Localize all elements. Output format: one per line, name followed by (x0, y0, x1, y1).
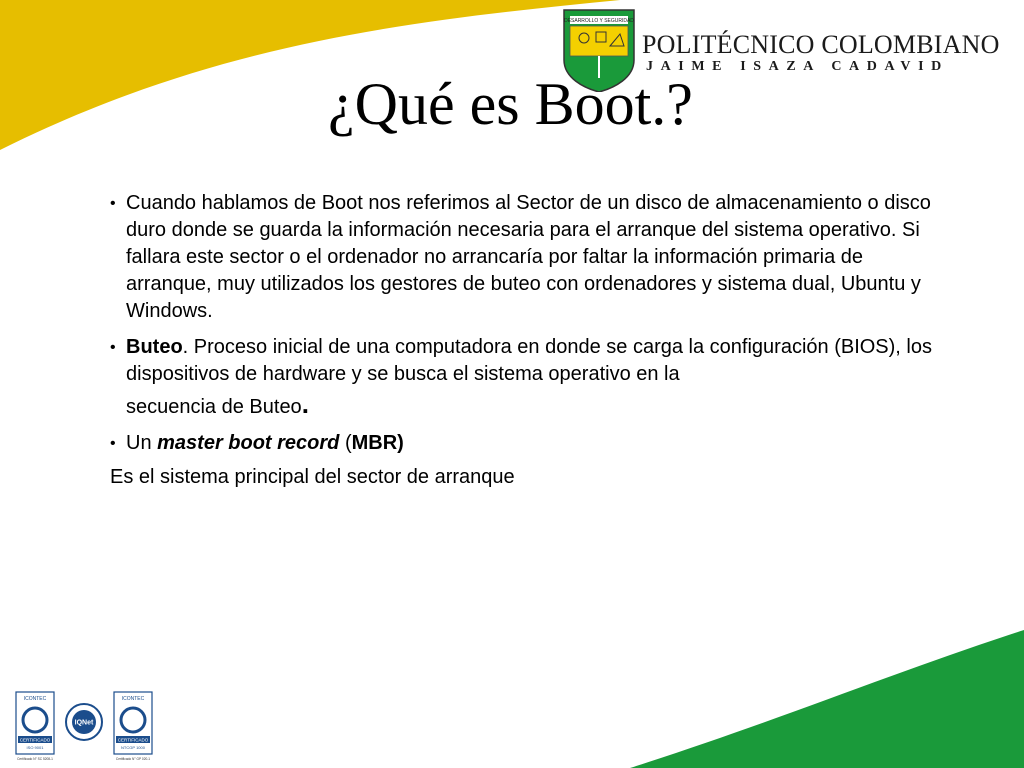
bullet-dot: • (110, 195, 116, 212)
seal-text: DESARROLLO Y SEGURIDAD (564, 18, 634, 24)
badge-label: ICONTEC (23, 696, 47, 702)
bullet-tail: secuencia de Buteo (126, 396, 302, 418)
bullet-text-mid: ( (339, 432, 352, 454)
bullet-term: Buteo (126, 336, 183, 358)
bullet-text: Cuando hablamos de Boot nos referimos al Sector de un disco de almacenamiento o disco duro donde se guarda la información necesaria para el arranque del sistema operativo. Si fallara este sector o el ordenador no arrancaría por faltar la información primaria de arranque, muy utilizados los gestores de buteo con ordenadores y sistema dual, Ubuntu y Windows. (126, 192, 931, 322)
institution-subtitle: JAIME ISAZA CADAVID (646, 59, 949, 74)
bullet-abbrev: MBR) (351, 432, 404, 454)
bullet-dot: • (110, 435, 116, 452)
bullet-tail-dot: . (301, 389, 309, 419)
bullet-item-boot (110, 190, 950, 325)
badge-number: Certificado N° GP 020-1 (115, 757, 151, 761)
bullet-dot: • (110, 339, 116, 356)
badge-caption: CERTIFICADO (117, 737, 149, 743)
bullet-item-buteo (110, 334, 950, 421)
badge-caption: CERTIFICADO (19, 737, 51, 743)
icontec-ntcgp-badge (114, 692, 152, 761)
iqnet-badge (66, 704, 102, 740)
bullet-term: master boot record (157, 432, 340, 454)
plain-paragraph: Es el sistema principal del sector de arranque (110, 466, 515, 488)
certification-logos (14, 690, 164, 762)
green-wave (630, 630, 1024, 768)
bullet-text: . Proceso inicial de una computadora en donde se carga la configuración (BIOS), los dispositivos de hardware y se busca el sistema operativo en la (126, 336, 932, 385)
badge-standard: ISO 9001 (26, 745, 44, 750)
badge-standard: NTCGP 1000 (121, 745, 145, 750)
badge-label: ICONTEC (121, 696, 145, 702)
slide-title: ¿Qué es Boot.? (328, 71, 693, 137)
icontec-iso-badge (16, 692, 54, 761)
bullet-item-mbr (110, 430, 950, 457)
bullet-text-pre: Un (126, 432, 158, 454)
institution-name: POLITÉCNICO COLOMBIANO (642, 30, 1000, 59)
badge-label: IQNet (74, 719, 94, 727)
badge-number: Certificado N° SC 5208-1 (17, 757, 53, 761)
slide-content (110, 190, 950, 491)
